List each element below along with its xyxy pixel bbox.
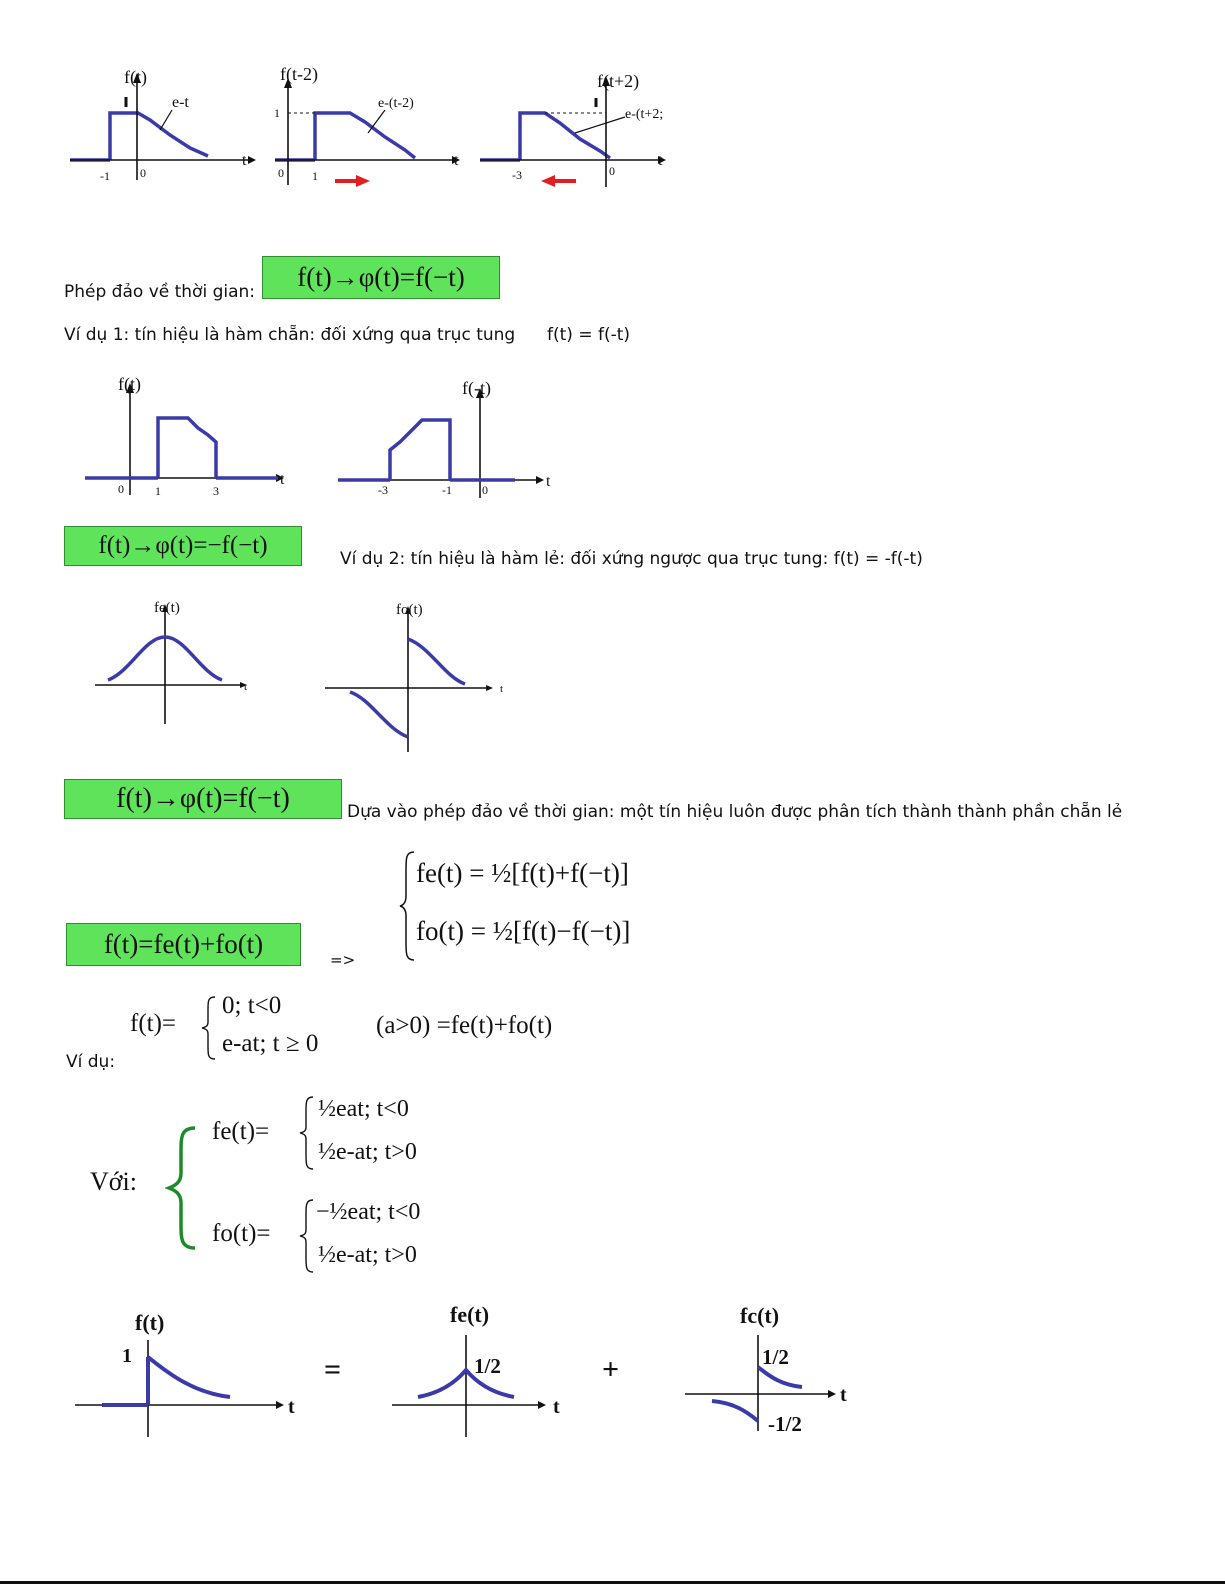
decomp-brace <box>398 850 418 962</box>
f3-t: t <box>658 152 663 169</box>
fe-case1: ½eat; t<0 <box>318 1096 409 1122</box>
f2-label: f(t-2) <box>280 64 318 84</box>
f1-tick-b: 0 <box>140 166 146 180</box>
f1-tick-a: -1 <box>100 169 110 183</box>
final-equals: = <box>324 1353 342 1386</box>
final-fe-t: t <box>553 1396 560 1418</box>
even-odd-curves <box>90 592 520 757</box>
f-def-condition: (a>0) =fe(t)+fo(t) <box>376 1012 553 1039</box>
example3-label: Ví dụ: <box>66 1052 116 1072</box>
arrow-left-icon <box>541 175 555 187</box>
f1-t: t <box>242 152 247 169</box>
even-right-tick-0: 0 <box>482 483 488 497</box>
even-right-label: f(-t) <box>462 378 491 398</box>
fe-brace <box>298 1095 316 1171</box>
f-def-case1: 0; t<0 <box>222 992 282 1019</box>
f3-tick-a: -3 <box>512 168 522 182</box>
f-def-head: f(t)= <box>130 1010 177 1037</box>
even-right-t: t <box>546 473 551 490</box>
decomp-text: Dựa vào phép đảo về thời gian: một tín hiệu luôn được phân tích thành thành phần chẵn lẻ <box>347 802 1123 822</box>
fo-head: fo(t)= <box>212 1220 271 1247</box>
fo-t: t <box>500 683 504 695</box>
f-def-brace <box>200 995 218 1061</box>
f3-curve-label: e-(t+2; <box>625 107 664 122</box>
odd-formula: f(t)→φ(t)=−f(−t) <box>64 526 302 566</box>
final-fc-label: fc(t) <box>740 1303 780 1328</box>
f-def-case2: e-at; t ≥ 0 <box>222 1030 319 1057</box>
f1-label: f(t) <box>124 67 147 87</box>
final-plus: + <box>602 1353 620 1386</box>
reversal-formula: f(t)→φ(t)=f(−t) <box>262 256 500 299</box>
final-fe-label: fe(t) <box>450 1302 490 1327</box>
final-f-one: 1 <box>122 1345 132 1367</box>
even-left-label: f(t) <box>118 374 141 394</box>
even-left-t: t <box>280 471 285 488</box>
f2-curve-label: e-(t-2) <box>378 96 414 111</box>
f2-tick-a: 0 <box>278 166 284 180</box>
decomposition-figures <box>70 1295 870 1445</box>
fo-brace <box>298 1198 316 1274</box>
example1-relation: f(t) = f(-t) <box>547 325 631 345</box>
even-left-tick-3: 3 <box>213 484 219 498</box>
even-right-tick-3: -3 <box>378 483 388 497</box>
f3-label: f(t+2) <box>597 71 640 91</box>
f3-tick-b: 0 <box>609 164 615 178</box>
f2-one: 1 <box>274 106 280 120</box>
even-example-figures <box>80 370 580 510</box>
fo-curve-label: fo(t) <box>396 602 423 618</box>
final-fc-neg-half: -1/2 <box>768 1412 802 1436</box>
fo-definition: fo(t) = ½[f(t)−f(−t)] <box>416 916 631 946</box>
decomp-reversal-formula: f(t)→φ(t)=f(−t) <box>64 779 342 819</box>
fe-t: t <box>244 681 248 693</box>
fo-case2: ½e-at; t>0 <box>318 1242 417 1268</box>
time-shift-figures <box>60 55 680 205</box>
final-fc-half: 1/2 <box>762 1345 789 1369</box>
reversal-label: Phép đảo về thời gian: <box>64 282 256 302</box>
voi-label: Với: <box>90 1167 137 1196</box>
arrow-right-icon <box>356 175 370 187</box>
fe-head: fe(t)= <box>212 1118 270 1145</box>
even-left-tick-1: 1 <box>155 484 161 498</box>
example2-text: Ví dụ 2: tín hiệu là hàm lẻ: đối xứng ngược qua trục tung: f(t) = -f(-t) <box>340 549 923 569</box>
final-fc-t: t <box>840 1384 847 1406</box>
fe-definition: fe(t) = ½[f(t)+f(−t)] <box>416 858 629 888</box>
even-right-tick-1: -1 <box>442 483 452 497</box>
even-left-tick-0: 0 <box>118 482 124 496</box>
f2-tick-b: 1 <box>312 169 318 183</box>
f2-t: t <box>454 152 459 169</box>
final-f-label: f(t) <box>135 1310 165 1335</box>
fo-case1: −½eat; t<0 <box>316 1199 421 1225</box>
final-fe-half: 1/2 <box>474 1354 501 1378</box>
f1-curve-label: e-t <box>172 94 189 111</box>
fe-curve-label: fe(t) <box>154 600 180 616</box>
example1-text: Ví dụ 1: tín hiệu là hàm chẵn: đối xứng qua trục tung <box>64 325 516 345</box>
green-brace <box>165 1125 201 1251</box>
page-bottom-rule <box>0 1581 1225 1584</box>
decomp-sum-formula: f(t)=fe(t)+fo(t) <box>66 923 301 966</box>
decomp-arrow: => <box>330 951 356 969</box>
fe-case2: ½e-at; t>0 <box>318 1139 417 1165</box>
final-f-t: t <box>288 1396 295 1418</box>
